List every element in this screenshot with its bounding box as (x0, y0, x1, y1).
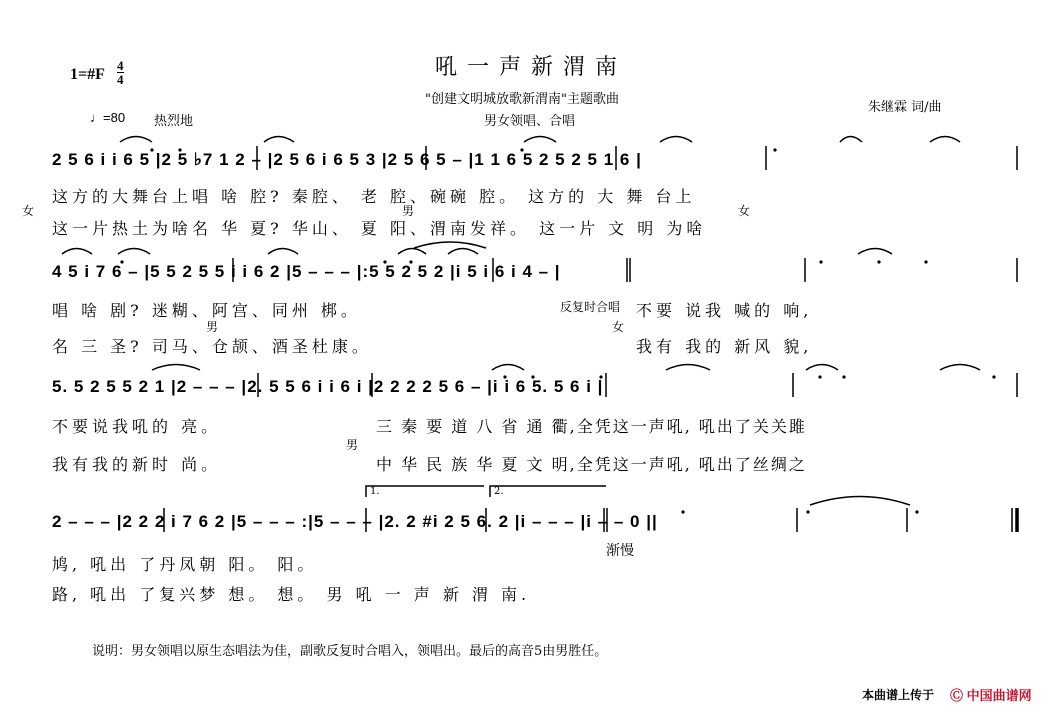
lyrics-chorus-verse1-system-3: 三 秦 要 道 八 省 通 衢,全凭这一声吼, 吼出了关关雎 (376, 417, 807, 436)
notes-system-4: 2 – – – |2 2 2 i 7 6 2 |5 – – – :|5 – – – |2. 2 #i 2 5 6. 2 |i – – – |i – – 0 || (52, 512, 658, 531)
slur (524, 137, 556, 143)
lyrics-verse1-system-2: 唱 啥 剧? 迷糊、阿宫、同州 梆。 (52, 301, 361, 320)
slur (414, 242, 486, 248)
slur (118, 249, 150, 255)
repeat-note: 反复时合唱 (560, 300, 621, 314)
notes-system-3: 5. 5 2 5 5 2 1 |2 – – – |2. 5 5 6 i i 6 i |2 2 2 2 5 6 – |i i 6 5. 5 6 i | (52, 377, 604, 396)
slur (492, 365, 524, 371)
volta-1-label: 1. (370, 486, 380, 497)
slur (152, 365, 200, 371)
site-logo-text: 中国曲谱网 (966, 688, 1032, 703)
lyrics-verse1-system-4: 鸠, 吼出 了丹凤朝 阳。 阳。 (52, 555, 318, 574)
slur (666, 365, 710, 371)
slur (398, 249, 426, 255)
volta-1-bracket (366, 486, 484, 497)
slur (268, 249, 298, 255)
volta-2-bracket (490, 486, 606, 497)
lyrics-verse1-system-3: 不要说我吼的 亮。 (52, 417, 222, 436)
site-logo-icon: Ⓒ (950, 688, 964, 703)
singer-mark: 女 (612, 320, 625, 334)
singer-mark: 男 (402, 204, 415, 218)
slur (930, 137, 960, 143)
site-logo[interactable] (950, 685, 1032, 704)
slur (810, 497, 910, 506)
author: 朱继霖 词/曲 (868, 100, 942, 115)
volta-2-label: 2. (494, 486, 504, 497)
notes-system-2: 4 5 i 7 6 – |5 5 2 5 5 i i 6 2 |5 – – – |:5 5 2 5 2 |i 5 i 6 i 4 – | (52, 262, 561, 281)
lyrics-verse1-system-1: 这方的大舞台上唱 啥 腔? 秦腔、 老 腔、碗碗 腔。 这方的 大 舞 台上 (52, 187, 696, 206)
singer-mark: 男 (206, 320, 219, 334)
lyrics-chorus-verse2-system-2: 我有 我的 新风 貌, (636, 337, 813, 356)
song-subtitle: "创建文明城放歌新渭南"主题歌曲 (425, 92, 619, 107)
slur (840, 137, 862, 143)
lyrics-verse2-system-2: 名 三 圣? 司马、仓颉、酒圣杜康。 (52, 337, 372, 356)
tempo-marking: 渐慢 (606, 543, 634, 559)
lyrics-chorus-verse2-system-3: 中 华 民 族 华 夏 文 明,全凭这一声吼, 吼出了丝绸之 (376, 455, 807, 474)
performers: 男女领唱、合唱 (484, 114, 576, 129)
singer-mark: 女 (738, 204, 751, 218)
notes-system-1: 2 5 6 i i 6 5 |2 5 ♭7 1 2 – |2 5 6 i 6 5 3 |2 5 6 5 – |1 1 6 5 2 5 2 5 1 6 | (52, 150, 642, 169)
lyrics-verse2-system-4: 路, 吼出 了复兴梦 想。 想。 男 吼 一 声 新 渭 南. (52, 585, 531, 604)
key-signature: 1=#F (70, 66, 105, 83)
lyrics-chorus-verse1-system-2: 不要 说我 喊的 响, (636, 301, 813, 320)
song-title: 吼一声新渭南 (435, 55, 628, 80)
expression: 热烈地 (154, 114, 194, 129)
slur (806, 365, 838, 371)
slur (62, 249, 92, 255)
singer-mark: 女 (22, 204, 35, 218)
slur (264, 137, 294, 143)
slur (448, 249, 478, 255)
footnote: 说明：男女领唱以原生态唱法为佳，副歌反复时合唱入，领唱出。最后的高音5由男胜任。 (92, 644, 608, 659)
slur (660, 137, 692, 143)
slur (858, 249, 892, 255)
lyrics-verse2-system-1: 这一片热土为啥名 华 夏? 华山、 夏 阳、渭南发祥。 这一片 文 明 为啥 (52, 219, 707, 238)
upload-note: 本曲谱上传于 (862, 688, 935, 702)
singer-mark: 男 (346, 438, 359, 452)
time-signature-top: 4 (117, 58, 124, 73)
tempo: ♩=80 (90, 110, 126, 125)
lyrics-verse2-system-3: 我有我的新时 尚。 (52, 455, 222, 474)
time-signature (117, 59, 124, 86)
time-signature-bottom: 4 (117, 72, 124, 87)
slur (940, 365, 980, 371)
slur (120, 137, 152, 143)
